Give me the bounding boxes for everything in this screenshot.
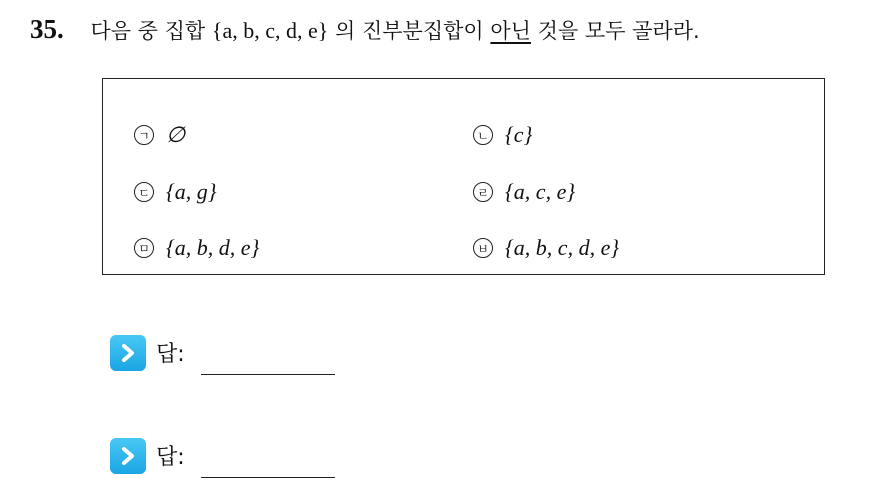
chevron-right-icon-svg <box>120 343 136 363</box>
question-prefix: 다음 중 집합 <box>90 19 206 43</box>
choice-value: {c} <box>505 122 533 147</box>
answer-input[interactable] <box>201 447 335 478</box>
choice-marker: ㄹ <box>473 182 493 202</box>
choice-value: {a, c, e} <box>505 179 576 204</box>
choice-value: {a, b, d, e} <box>166 235 260 260</box>
choice-marker: ㅂ <box>473 238 493 258</box>
chevron-right-icon <box>110 438 146 474</box>
question-middle: 의 진부분집합이 <box>335 19 484 43</box>
question-number: 35. <box>30 14 64 44</box>
chevron-right-icon <box>110 335 146 371</box>
choice-marker: ㄴ <box>473 125 493 145</box>
choices-box <box>102 78 825 275</box>
answer-row <box>110 433 335 478</box>
answer-row <box>110 330 335 375</box>
choice-item[interactable] <box>473 178 575 206</box>
choice-item[interactable] <box>134 234 259 262</box>
answer-label: 답: <box>156 342 185 367</box>
answer-input[interactable] <box>201 344 335 375</box>
question-text <box>30 14 700 46</box>
choice-marker: ㄱ <box>134 125 154 145</box>
chevron-right-icon-svg <box>120 446 136 466</box>
question-suffix: 것을 모두 골라라. <box>537 19 700 43</box>
choice-marker: ㅁ <box>134 238 154 258</box>
question-set: {a, b, c, d, e} <box>211 18 329 43</box>
choice-value: {a, b, c, d, e} <box>505 235 620 260</box>
answer-label: 답: <box>156 445 185 470</box>
question-emphasis: 아닌 <box>490 19 531 43</box>
choice-item[interactable] <box>134 121 185 149</box>
choice-value: {a, g} <box>166 179 217 204</box>
choice-value: ∅ <box>166 122 186 147</box>
choice-item[interactable] <box>473 234 619 262</box>
choice-item[interactable] <box>134 178 217 206</box>
choice-item[interactable] <box>473 121 532 149</box>
choice-marker: ㄷ <box>134 182 154 202</box>
